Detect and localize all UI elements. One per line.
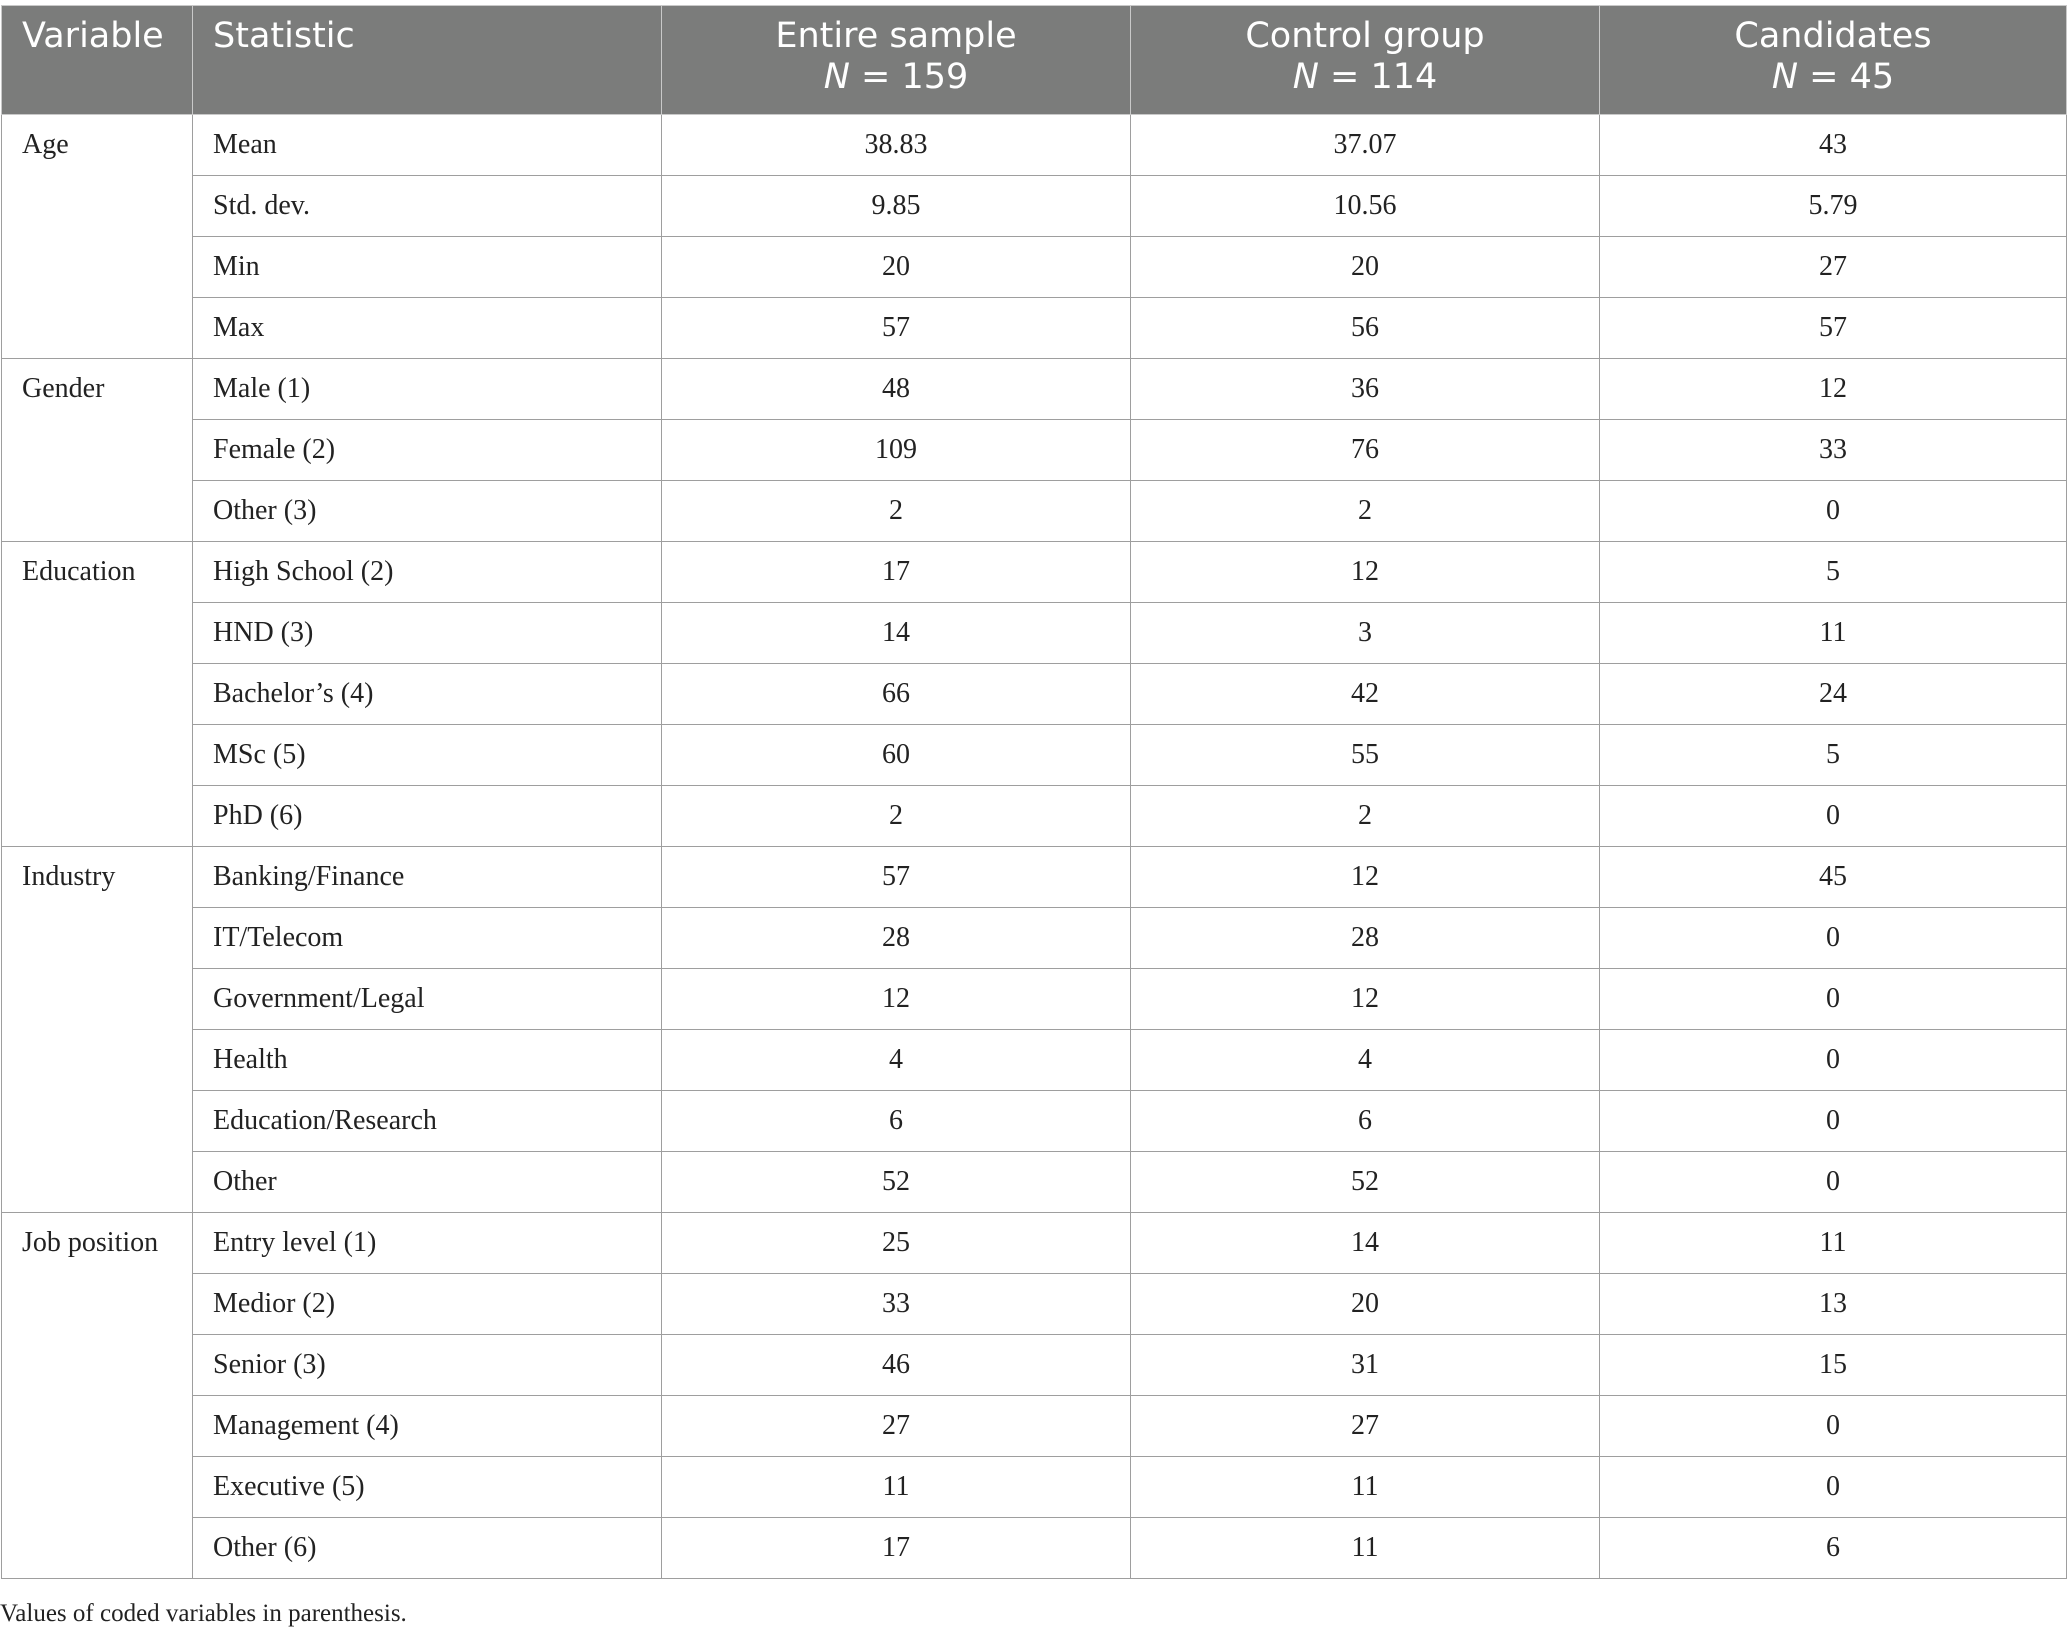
candidates-cell: 0 [1600, 481, 2067, 542]
table-row [2, 1030, 2067, 1091]
control-group-cell: 36 [1131, 359, 1600, 420]
candidates-cell: 5 [1600, 725, 2067, 786]
candidates-cell: 11 [1600, 1213, 2067, 1274]
control-group-cell: 2 [1131, 786, 1600, 847]
table-row [2, 664, 2067, 725]
statistic-cell: Entry level (1) [193, 1213, 662, 1274]
candidates-cell: 15 [1600, 1335, 2067, 1396]
statistic-cell: Other (6) [193, 1518, 662, 1579]
header-entire-sample-label: Entire sample [775, 16, 1017, 56]
variable-cell: Job position [2, 1213, 193, 1579]
control-group-cell: 2 [1131, 481, 1600, 542]
table-container [0, 5, 2067, 1579]
candidates-cell: 0 [1600, 908, 2067, 969]
table-row [2, 420, 2067, 481]
statistic-cell: Executive (5) [193, 1457, 662, 1518]
table-row [2, 298, 2067, 359]
entire-sample-cell: 46 [662, 1335, 1131, 1396]
control-group-cell: 20 [1131, 237, 1600, 298]
control-group-cell: 4 [1131, 1030, 1600, 1091]
table-row [2, 176, 2067, 237]
candidates-cell: 43 [1600, 115, 2067, 176]
table-row [2, 1457, 2067, 1518]
entire-sample-cell: 4 [662, 1030, 1131, 1091]
table-header [2, 6, 2067, 115]
table-row [2, 115, 2067, 176]
entire-sample-cell: 25 [662, 1213, 1131, 1274]
statistic-cell: Management (4) [193, 1396, 662, 1457]
table-row [2, 481, 2067, 542]
control-group-cell: 76 [1131, 420, 1600, 481]
control-group-cell: 3 [1131, 603, 1600, 664]
control-group-cell: 12 [1131, 542, 1600, 603]
table-row [2, 908, 2067, 969]
control-group-cell: 6 [1131, 1091, 1600, 1152]
entire-sample-cell: 20 [662, 237, 1131, 298]
entire-sample-cell: 33 [662, 1274, 1131, 1335]
entire-sample-cell: 11 [662, 1457, 1131, 1518]
entire-sample-cell: 17 [662, 542, 1131, 603]
candidates-cell: 0 [1600, 1457, 2067, 1518]
entire-sample-cell: 17 [662, 1518, 1131, 1579]
candidates-cell: 0 [1600, 1396, 2067, 1457]
statistic-cell: Senior (3) [193, 1335, 662, 1396]
header-statistic: Statistic [193, 6, 662, 115]
entire-sample-cell: 38.83 [662, 115, 1131, 176]
table-row [2, 1518, 2067, 1579]
entire-sample-cell: 6 [662, 1091, 1131, 1152]
demographics-table [1, 5, 2067, 1579]
header-variable: Variable [2, 6, 193, 115]
entire-sample-cell: 14 [662, 603, 1131, 664]
statistic-cell: Banking/Finance [193, 847, 662, 908]
control-group-cell: 14 [1131, 1213, 1600, 1274]
control-group-cell: 12 [1131, 969, 1600, 1030]
table-row [2, 1396, 2067, 1457]
table-footnote: Values of coded variables in parenthesis. [0, 1600, 407, 1627]
table-row [2, 603, 2067, 664]
candidates-cell: 24 [1600, 664, 2067, 725]
control-group-cell: 12 [1131, 847, 1600, 908]
control-group-cell: 20 [1131, 1274, 1600, 1335]
entire-sample-cell: 109 [662, 420, 1131, 481]
candidates-cell: 0 [1600, 969, 2067, 1030]
entire-sample-cell: 2 [662, 481, 1131, 542]
candidates-cell: 5.79 [1600, 176, 2067, 237]
header-candidates [1600, 6, 2067, 115]
statistic-cell: HND (3) [193, 603, 662, 664]
table-row [2, 1335, 2067, 1396]
table-row [2, 1091, 2067, 1152]
candidates-cell: 12 [1600, 359, 2067, 420]
control-group-cell: 52 [1131, 1152, 1600, 1213]
candidates-cell: 5 [1600, 542, 2067, 603]
candidates-cell: 45 [1600, 847, 2067, 908]
control-group-cell: 37.07 [1131, 115, 1600, 176]
variable-cell: Education [2, 542, 193, 847]
candidates-cell: 0 [1600, 1091, 2067, 1152]
header-candidates-n [1620, 57, 2046, 98]
header-control-group-n [1151, 57, 1579, 98]
header-entire-sample-n [682, 57, 1110, 98]
statistic-cell: Std. dev. [193, 176, 662, 237]
entire-sample-cell: 12 [662, 969, 1131, 1030]
entire-sample-cell: 28 [662, 908, 1131, 969]
control-group-cell: 27 [1131, 1396, 1600, 1457]
header-candidates-label: Candidates [1734, 16, 1932, 56]
candidates-cell: 27 [1600, 237, 2067, 298]
statistic-cell: Bachelor’s (4) [193, 664, 662, 725]
candidates-cell: 0 [1600, 786, 2067, 847]
candidates-cell: 6 [1600, 1518, 2067, 1579]
table-row [2, 1213, 2067, 1274]
entire-sample-cell: 52 [662, 1152, 1131, 1213]
entire-sample-cell: 60 [662, 725, 1131, 786]
n-symbol: N [1292, 57, 1319, 97]
statistic-cell: IT/Telecom [193, 908, 662, 969]
control-group-cell: 28 [1131, 908, 1600, 969]
table-row [2, 1152, 2067, 1213]
entire-sample-cell: 9.85 [662, 176, 1131, 237]
table-row [2, 359, 2067, 420]
statistic-cell: Max [193, 298, 662, 359]
candidates-cell: 33 [1600, 420, 2067, 481]
control-group-cell: 11 [1131, 1457, 1600, 1518]
candidates-cell: 13 [1600, 1274, 2067, 1335]
control-group-cell: 42 [1131, 664, 1600, 725]
n-value: = 45 [1798, 57, 1895, 97]
table-row [2, 847, 2067, 908]
statistic-cell: Min [193, 237, 662, 298]
entire-sample-cell: 48 [662, 359, 1131, 420]
entire-sample-cell: 2 [662, 786, 1131, 847]
variable-cell: Age [2, 115, 193, 359]
entire-sample-cell: 57 [662, 298, 1131, 359]
table-row [2, 725, 2067, 786]
variable-cell: Industry [2, 847, 193, 1213]
variable-cell: Gender [2, 359, 193, 542]
entire-sample-cell: 57 [662, 847, 1131, 908]
statistic-cell: PhD (6) [193, 786, 662, 847]
table-row [2, 786, 2067, 847]
statistic-cell: Male (1) [193, 359, 662, 420]
control-group-cell: 31 [1131, 1335, 1600, 1396]
statistic-cell: Female (2) [193, 420, 662, 481]
control-group-cell: 11 [1131, 1518, 1600, 1579]
entire-sample-cell: 27 [662, 1396, 1131, 1457]
header-control-group [1131, 6, 1600, 115]
control-group-cell: 55 [1131, 725, 1600, 786]
control-group-cell: 10.56 [1131, 176, 1600, 237]
n-symbol: N [1771, 57, 1799, 97]
statistic-cell: Medior (2) [193, 1274, 662, 1335]
table-row [2, 969, 2067, 1030]
statistic-cell: MSc (5) [193, 725, 662, 786]
statistic-cell: High School (2) [193, 542, 662, 603]
statistic-cell: Government/Legal [193, 969, 662, 1030]
table-row [2, 237, 2067, 298]
statistic-cell: Education/Research [193, 1091, 662, 1152]
statistic-cell: Mean [193, 115, 662, 176]
table-row [2, 542, 2067, 603]
candidates-cell: 0 [1600, 1152, 2067, 1213]
table-body [2, 115, 2067, 1579]
n-symbol: N [823, 57, 850, 97]
entire-sample-cell: 66 [662, 664, 1131, 725]
n-value: = 114 [1318, 57, 1438, 97]
statistic-cell: Health [193, 1030, 662, 1091]
header-control-group-label: Control group [1245, 16, 1485, 56]
statistic-cell: Other [193, 1152, 662, 1213]
n-value: = 159 [849, 57, 969, 97]
header-row [2, 6, 2067, 115]
control-group-cell: 56 [1131, 298, 1600, 359]
statistic-cell: Other (3) [193, 481, 662, 542]
candidates-cell: 57 [1600, 298, 2067, 359]
table-row [2, 1274, 2067, 1335]
candidates-cell: 11 [1600, 603, 2067, 664]
candidates-cell: 0 [1600, 1030, 2067, 1091]
header-entire-sample [662, 6, 1131, 115]
